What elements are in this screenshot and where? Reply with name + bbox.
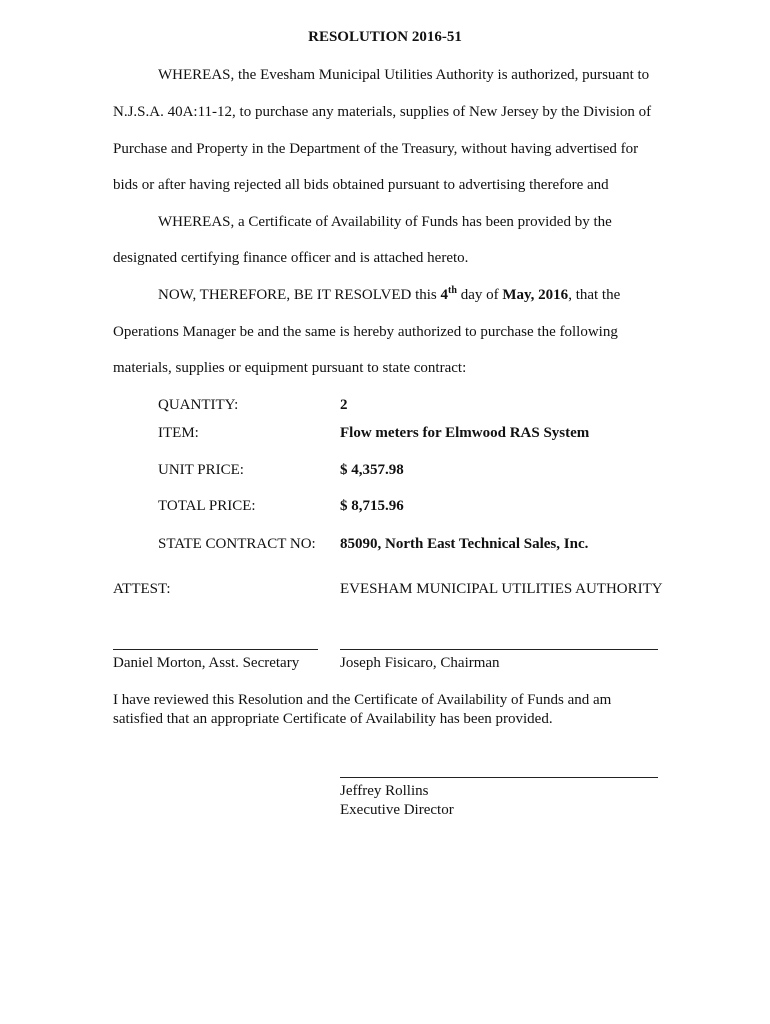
- item-value: Flow meters for Elmwood RAS System: [340, 425, 590, 441]
- that-the-text: , that the: [568, 287, 621, 303]
- resolution-month-year: May, 2016: [502, 287, 569, 303]
- total-price-value: $ 8,715.96: [340, 498, 404, 514]
- director-title: Executive Director: [340, 802, 454, 818]
- para1-line2: N.J.S.A. 40A:11-12, to purchase any materials, supplies of New Jersey by the Division of: [113, 104, 652, 120]
- para3-line2: Operations Manager be and the same is hereby authorized to purchase the following: [113, 324, 618, 340]
- review-line1: I have reviewed this Resolution and the Certificate of Availability of Funds and am: [113, 692, 612, 708]
- quantity-value: 2: [340, 397, 348, 413]
- unit-price-label: UNIT PRICE:: [158, 462, 244, 478]
- secretary-signature-line: [113, 649, 318, 650]
- resolved-text: NOW, THEREFORE, BE IT RESOLVED this: [158, 287, 441, 303]
- para3-line1: [158, 286, 620, 304]
- review-line2: satisfied that an appropriate Certificate of Availability has been provided.: [113, 711, 553, 727]
- resolution-day: 4: [440, 287, 449, 303]
- quantity-label: QUANTITY:: [158, 397, 239, 413]
- para1-line3: Purchase and Property in the Department of the Treasury, without having advertised for: [113, 141, 639, 157]
- state-contract-label: STATE CONTRACT NO:: [158, 536, 316, 552]
- para1-line4: bids or after having rejected all bids obtained pursuant to advertising therefore and: [113, 177, 609, 193]
- director-signature-line: [340, 777, 658, 778]
- attest-label: ATTEST:: [113, 581, 171, 597]
- state-contract-value: 85090, North East Technical Sales, Inc.: [340, 536, 589, 552]
- para2-line1: WHEREAS, a Certificate of Availability of Funds has been provided by the: [158, 214, 612, 230]
- para2-line2: designated certifying finance officer and is attached hereto.: [113, 250, 469, 266]
- authority-name: EVESHAM MUNICIPAL UTILITIES AUTHORITY: [340, 581, 663, 597]
- item-label: ITEM:: [158, 425, 199, 441]
- document-title: RESOLUTION 2016-51: [308, 29, 462, 45]
- chairman-signature-line: [340, 649, 658, 650]
- resolution-day-suffix: th: [448, 285, 457, 296]
- day-of-text: day of: [456, 287, 503, 303]
- para3-line3: materials, supplies or equipment pursuant to state contract:: [113, 360, 467, 376]
- director-name: Jeffrey Rollins: [340, 783, 429, 799]
- unit-price-value: $ 4,357.98: [340, 462, 404, 478]
- total-price-label: TOTAL PRICE:: [158, 498, 256, 514]
- chairman-name: Joseph Fisicaro, Chairman: [340, 655, 500, 671]
- para1-line1: WHEREAS, the Evesham Municipal Utilities Authority is authorized, pursuant to: [158, 67, 650, 83]
- secretary-name: Daniel Morton, Asst. Secretary: [113, 655, 300, 671]
